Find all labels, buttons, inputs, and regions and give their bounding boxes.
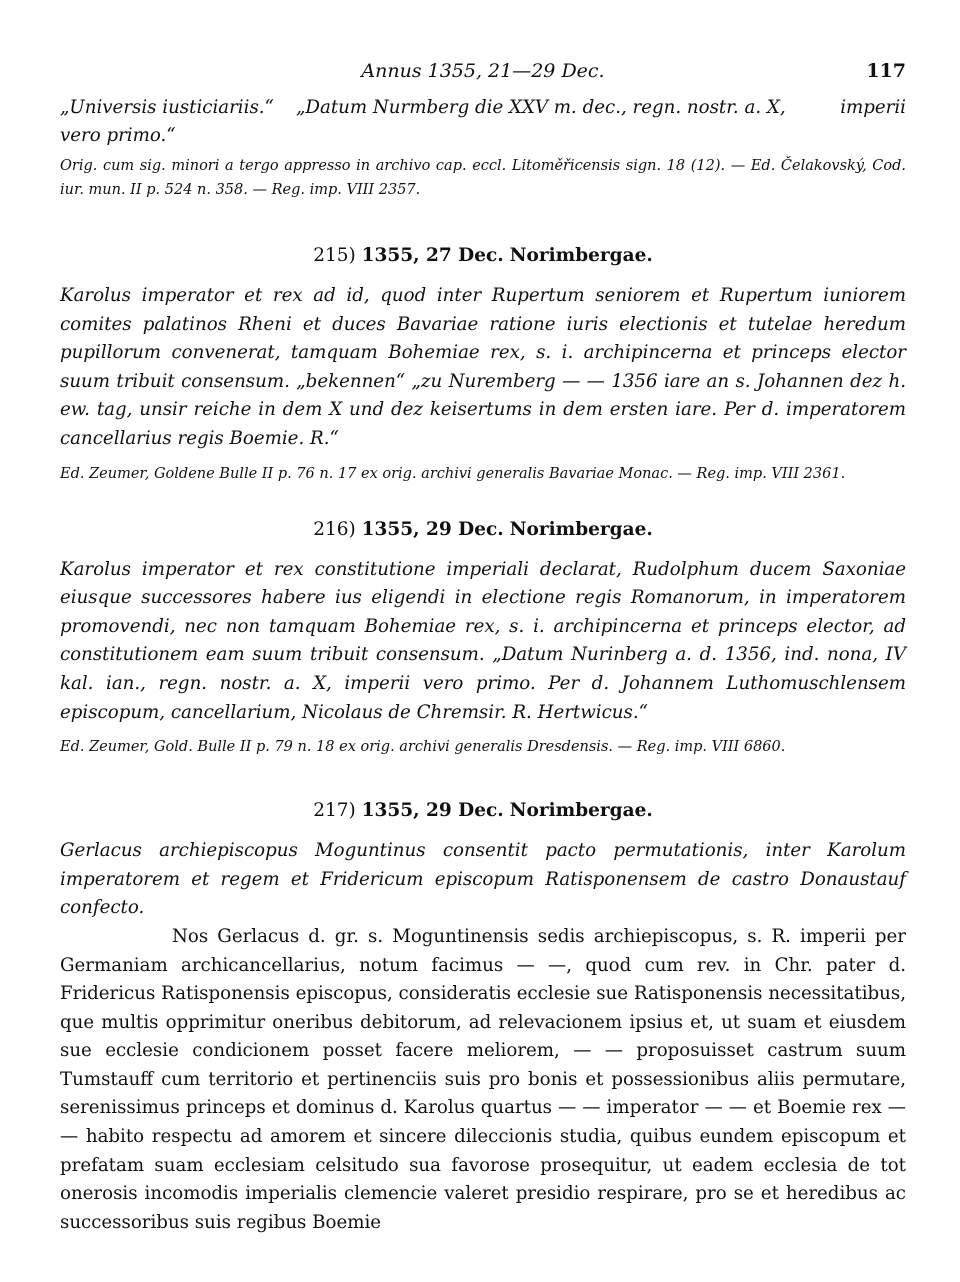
- entry-date: 1355, 27 Dec.: [361, 245, 504, 266]
- entry-number: 217): [313, 800, 356, 822]
- entry-place: Norimbergae.: [509, 800, 653, 822]
- entry-note: Ed. Zeumer, Goldene Bulle II p. 76 n. 17 ex orig. archivi generalis Bavariae Monac. — Reg. imp. VIII 2361.: [60, 465, 846, 482]
- entry-date: 1355, 29 Dec.: [361, 518, 504, 540]
- source-note: Orig. cum sig. minori a tergo appresso in archivo cap. eccl. Litoměřicensis sign. 18 (12). — Ed. Čelakovský, Cod. iur. mun. II p. 524 n. 358. — Reg. imp. VIII 2357.: [60, 158, 906, 198]
- quote-left: „Universis iusticiariis.“: [60, 97, 274, 118]
- page-header: [60, 52, 906, 88]
- quote-right-a: „Datum Nurmberg die XXV m. dec., regn. nostr. a. X,: [296, 97, 786, 118]
- entry-text: Nos Gerlacus d. gr. s. Moguntinensis sedis archiepiscopus, s. R. imperii per Germaniam archicancellarius, notum facimus — —, quod cum rev. in Chr. pater d. Fridericus Ratisponensis episcopus, consideratis ecclesie sue Ratisponensis necessitatibus, que multis opprimitur oneribus debitorum, ad relevacionem ipsius et, ut suam et eiusdem sue ecclesie condicionem posset facere meliorem, — — proposuisset castrum suum Tumstauff cum territorio et pertinenciis suis pro bonis et possessionibus aliis permutare, serenissimus princeps et dominus d. Karolus quartus — — imperator — — et Boemie rex — — habito respectu ad amorem et sincere dileccionis studia, quibus eundem episcopum et prefatam suam ecclesiam celsitudo sua favorose prosequitur, ut eadem ecclesia de tot onerosis incomodis imperialis clemencie valeret presidio respirare, pro se et heredibus ac successoribus suis regibus Boemie: [60, 925, 906, 1233]
- entry-place: Norimbergae.: [509, 518, 653, 540]
- page: [60, 52, 906, 1237]
- entry-number: 215): [313, 245, 356, 266]
- entry-place: Norimbergae.: [509, 245, 653, 266]
- entry-216: [60, 516, 906, 760]
- entry-note: Ed. Zeumer, Gold. Bulle II p. 79 n. 18 ex orig. archivi generalis Dresdensis. — Reg. imp. VIII 6860.: [60, 739, 786, 756]
- entry-number: 216): [313, 518, 356, 540]
- page-number: 117: [866, 60, 906, 82]
- continued-quote: [60, 94, 906, 150]
- quote-line-2: vero primo.“: [60, 125, 176, 146]
- entry-heading: [60, 797, 906, 825]
- entry-215: [60, 242, 906, 486]
- entry-heading: [60, 242, 906, 270]
- entry-summary: Karolus imperator et rex constitutione imperiali declarat, Rudolphum ducem Saxoniae eiusque successores habere ius eligendi in electione regis Romanorum, in imperatorem promovendi, nec non tamquam Bohemiae rex, s. i. archipincerna et princeps elector, ad constitutionem eam suum tribuit consensum. „Datum Nurinberg a. d. 1356, ind. nona, IV kal. ian., regn. nostr. a. X, imperii vero primo. Per d. Johannem Luthomuschlensem episcopum, cancellarium, Nicolaus de Chremsir. R. Hertwicus.“: [60, 558, 906, 723]
- entry-date: 1355, 29 Dec.: [361, 800, 504, 822]
- quote-right-b: imperii: [840, 97, 906, 118]
- entry-217: [60, 797, 906, 1237]
- entry-summary: Gerlacus archiepiscopus Moguntinus consentit pacto permutationis, inter Karolum imperatorem et regem et Fridericum episcopum Ratisponensem de castro Donaustauf confecto.: [60, 840, 906, 919]
- running-title: Annus 1355, 21—29 Dec.: [361, 60, 605, 82]
- entry-heading: [60, 516, 906, 544]
- entry-summary: Karolus imperator et rex ad id, quod inter Rupertum seniorem et Rupertum iuniorem comites palatinos Rheni et duces Bavariae ratione iuris electionis et tutelae heredum pupillorum convenerat, tamquam Bohemiae rex, s. i. archipincerna et princeps elector suum tribuit consensum. „bekennen“ „zu Nuremberg — — 1356 iare an s. Johannen dez h. ew. tag, unsir reiche in dem X und dez keisertums in dem ersten iare. Per d. imperatorem cancellarius regis Boemie. R.“: [60, 285, 906, 449]
